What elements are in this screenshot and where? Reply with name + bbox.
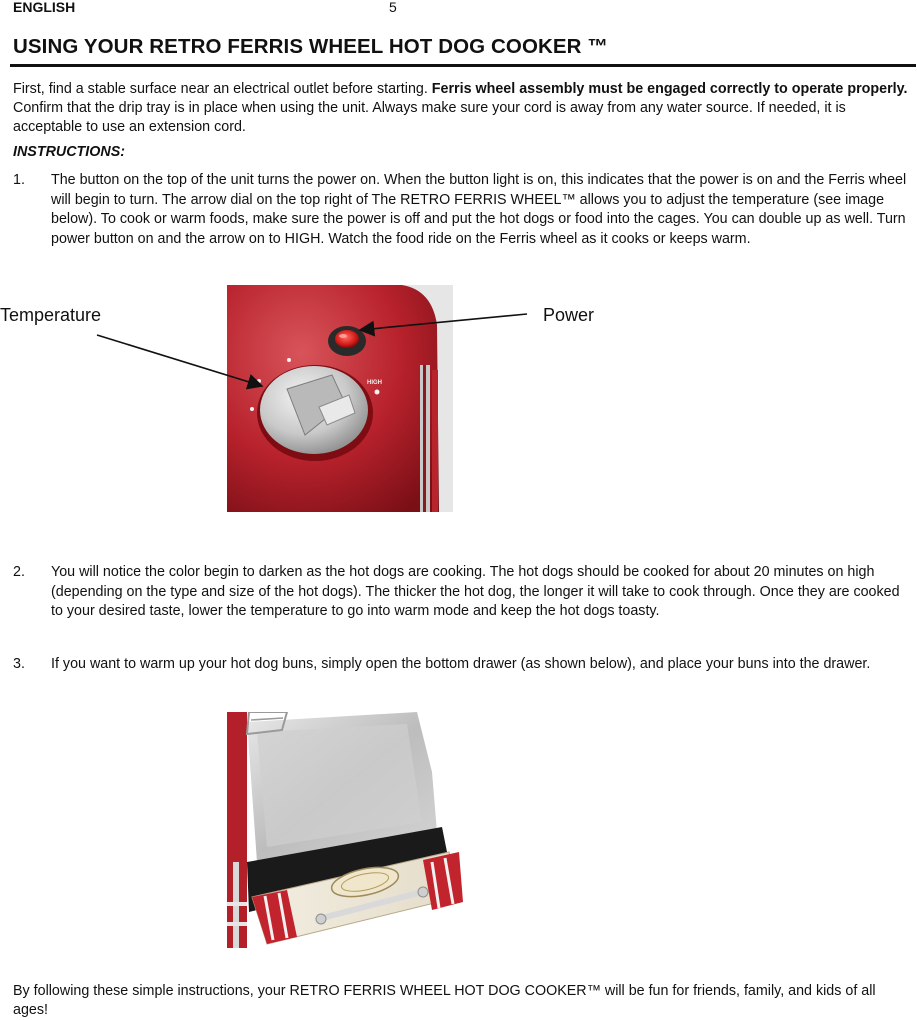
control-panel-photo: [227, 285, 453, 512]
page-title: USING YOUR RETRO FERRIS WHEEL HOT DOG COOKER ™: [13, 35, 608, 58]
step-number: 1.: [13, 172, 25, 188]
temperature-callout-label: Temperature: [0, 305, 102, 325]
language-label: ENGLISH: [13, 0, 76, 15]
intro-paragraph: [13, 80, 913, 137]
step-text: The button on the top of the unit turns the power on. When the button light is on, this indicates that the power is on and the Ferris wheel will begin to turn. The arrow dial on the top right of The RETRO FERRIS WHEEL™ allows you to adjust the temperature (see image below). To cook or warm foods, make sure the power is off and put the hot dogs or food into the cages. You can double up as well. Turn power button on and the arrow on to HIGH. Watch the food ride on the Ferris wheel as it cooks or keeps warm.: [51, 172, 907, 247]
intro-bold-warning: Ferris wheel assembly must be engaged correctly to operate properly.: [431, 81, 908, 97]
bun-drawer-photo: [227, 712, 463, 948]
title-rule: [10, 64, 916, 67]
control-panel-illustration: [227, 285, 453, 512]
bun-drawer-illustration: [227, 712, 463, 948]
step-number: 2.: [13, 564, 25, 580]
instructions-heading: INSTRUCTIONS:: [13, 144, 125, 160]
step-text: If you want to warm up your hot dog buns, simply open the bottom drawer (as shown below), and place your buns into the drawer.: [51, 656, 871, 672]
power-callout-label: Power: [543, 305, 595, 325]
step-text: You will notice the color begin to darken as the hot dogs are cooking. The hot dogs should be cooked for about 20 minutes on high (depending on the type and size of the hot dogs). The thicker the hot dog, the longer it will take to cook through. Once they are cooked to your desired taste, lower the temperature to go into warm mode and keep the hot dogs toasty.: [51, 564, 900, 619]
intro-text-1: First, find a stable surface near an electrical outlet before starting.: [13, 81, 432, 97]
page-number: 5: [389, 0, 397, 15]
power-button[interactable]: [335, 330, 359, 348]
closing-paragraph: By following these simple instructions, your RETRO FERRIS WHEEL HOT DOG COOKER™ will be fun for friends, family, and kids of all ages!: [13, 983, 876, 1018]
dial-high-label: HIGH: [367, 380, 382, 386]
step-number: 3.: [13, 656, 25, 672]
intro-text-2: Confirm that the drip tray is in place when using the unit. Always make sure your cord is away from any water source. If needed, it is acceptable to use an extension cord.: [13, 100, 846, 135]
